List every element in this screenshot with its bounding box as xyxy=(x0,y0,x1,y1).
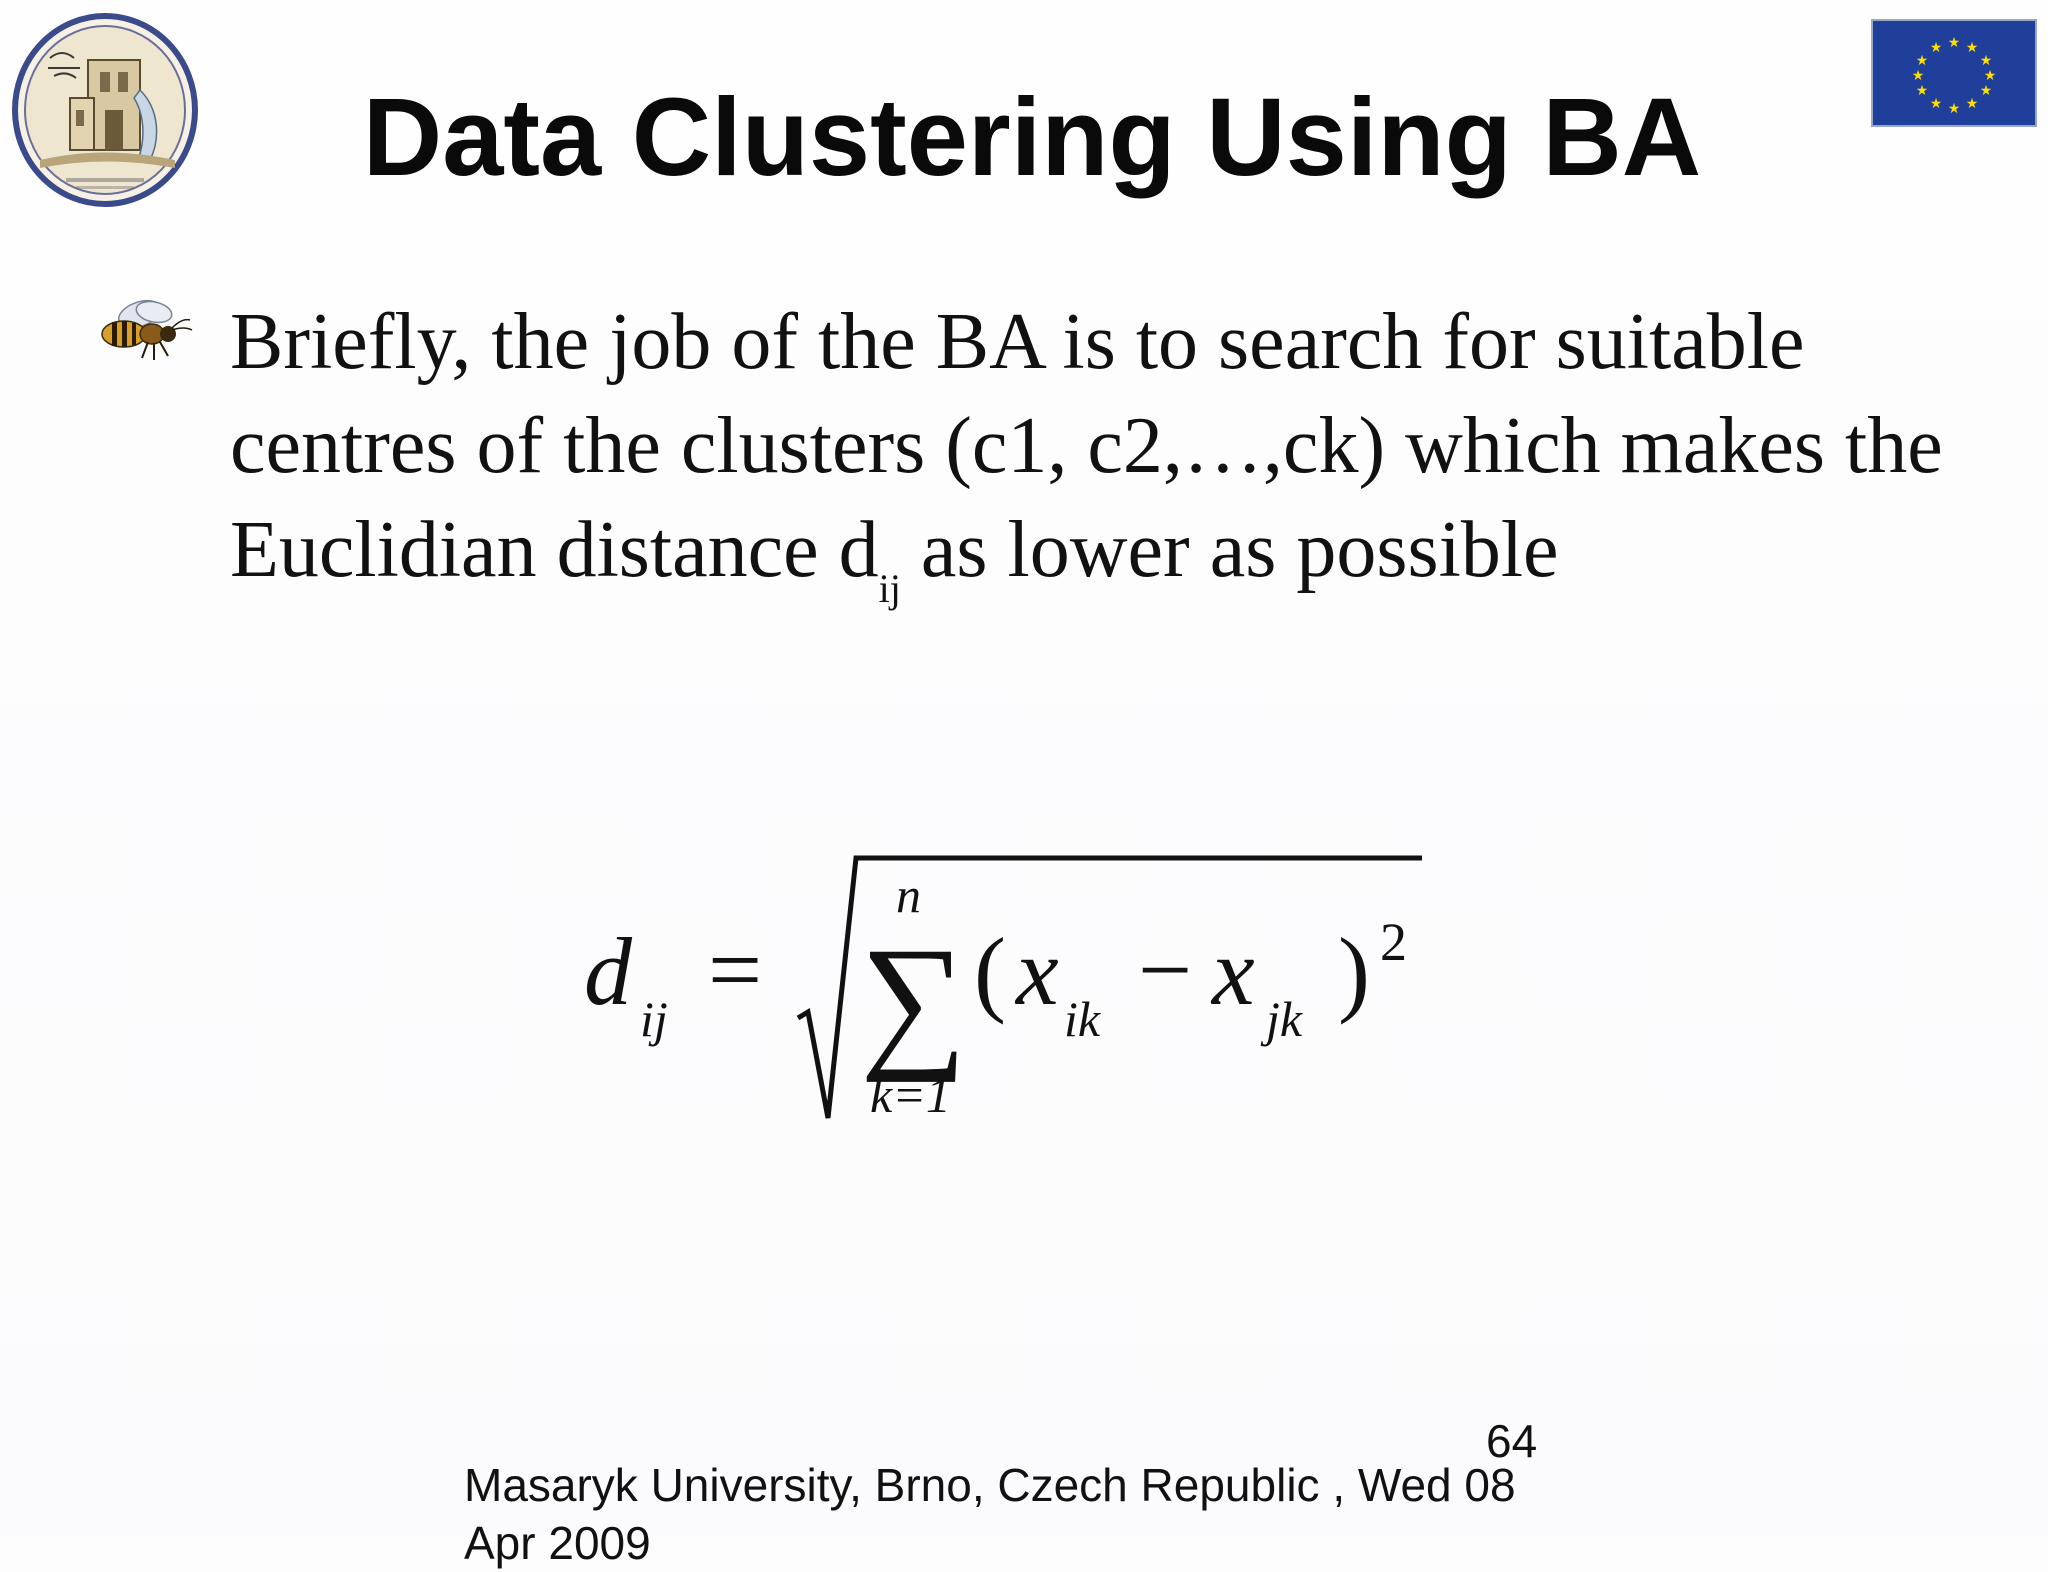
bullet-text-main: Briefly, the job of the BA is to search for suitable centres of the clusters (c1, c2,…,ck) which makes the Euclidian distance d xyxy=(230,298,1943,594)
svg-text:★: ★ xyxy=(1979,53,1993,69)
formula-minus: − xyxy=(1138,916,1193,1023)
svg-text:★: ★ xyxy=(1947,101,1961,117)
formula-sum-upper: n xyxy=(896,867,921,923)
bullet-text xyxy=(230,290,2010,611)
bullet-text-end: as lower as possible xyxy=(900,506,1559,594)
formula-exponent: 2 xyxy=(1380,912,1407,972)
slide-title: Data Clustering Using BA xyxy=(362,76,1702,199)
formula-close-paren: ) xyxy=(1338,918,1370,1025)
svg-text:★: ★ xyxy=(1911,68,1925,84)
formula-lhs-symbol: d xyxy=(584,918,632,1025)
svg-text:★: ★ xyxy=(1929,96,1943,112)
formula-sum-lower: k=1 xyxy=(870,1067,951,1123)
svg-text:★: ★ xyxy=(1983,68,1997,84)
formula-x1: x xyxy=(1016,918,1059,1025)
bullet-text-subscript: ij xyxy=(878,566,901,611)
formula-sum-symbol: ∑ xyxy=(860,917,967,1083)
formula-open-paren: ( xyxy=(974,918,1006,1025)
svg-text:★: ★ xyxy=(1929,40,1943,56)
svg-text:★: ★ xyxy=(1979,83,1993,99)
svg-text:★: ★ xyxy=(1947,35,1961,51)
svg-text:★: ★ xyxy=(1915,83,1929,99)
formula-x1-subscript: ik xyxy=(1064,991,1101,1047)
formula-equals: = xyxy=(708,916,763,1023)
svg-text:★: ★ xyxy=(1915,53,1929,69)
svg-text:★: ★ xyxy=(1965,96,1979,112)
page-number: 64 xyxy=(1486,1415,1538,1467)
formula-lhs-subscript: ij xyxy=(640,991,668,1047)
formula-x2: x xyxy=(1212,918,1255,1025)
bee-icon xyxy=(98,296,194,366)
formula-x2-subscript: jk xyxy=(1266,991,1303,1047)
footer-text: Masaryk University, Brno, Czech Republic , Wed 08 Apr 2009 xyxy=(464,1459,1516,1569)
svg-text:★: ★ xyxy=(1965,40,1979,56)
euclidean-distance-formula xyxy=(560,840,1460,1140)
